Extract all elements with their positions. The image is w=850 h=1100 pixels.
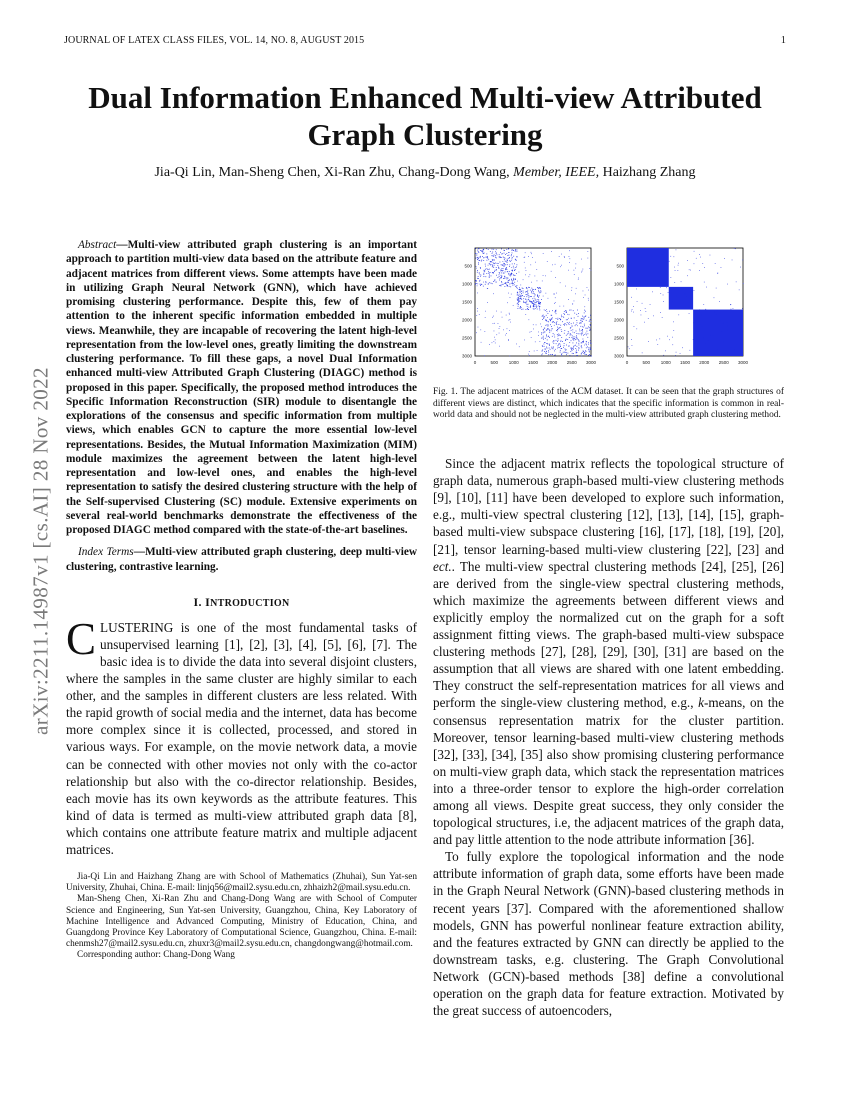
paper-title: Dual Information Enhanced Multi-view Attributed Graph Clustering <box>88 80 762 152</box>
right-column-body <box>433 455 784 1019</box>
x-tick-label: 2000 <box>699 360 710 365</box>
index-terms-label: Index Terms <box>78 546 134 559</box>
footnote-affiliation-2: Man-Sheng Chen, Xi-Ran Zhu and Chang-Dong Wang are with School of Computer Science and Engineering, Sun Yat-sen University, Guangzhou, China, Key Laboratory of Machine Intelligence and Advanced Computing, Ministry of Education, China, and Guangdong Province Key Laboratory of Computational Science, Guangzhou, China. E-mail: chenmsh27@mail2.sysu.edu.cn, zhuxr3@mail2.sysu.edu.cn, changdongwang@hotmail.com. <box>66 894 417 950</box>
para1-part-b: . The multi-view spectral clustering methods [24], [25], [26] are derived from the single-view spectral clustering methods, which maximize the agreements between different views and explicitly employ the normalized cut on the graph for a soft assignment fitting views. The graph-based multi-view subspace clustering methods [27], [28], [29], [30], [31] are based on the assumption that all views are shared with one latent embedding. They construct the self-representation matrices for all views and perform the single-view clustering method, e.g., <box>433 558 784 711</box>
x-tick-label: 3000 <box>737 360 749 365</box>
para1-k: k <box>698 695 705 711</box>
body-paragraph-2: To fully explore the topological information and the node attribute information of graph data, some efforts have been made in the Graph Neural Network (GNN)-based clustering methods in recent years [37]. Compared with the aforementioned shallow models, GNN has powerful nonlinear feature extraction ability, and the features extracted by GNN can directly be applied to the downstream tasks, e.g. clustering. The Graph Convolutional Network (GCN)-based methods [38] define a convolutional operation on the graph data for feature extraction. Motivated by the great success of autoencoders, <box>433 849 784 1019</box>
x-tick-label: 2000 <box>547 360 558 365</box>
para1-part-a: Since the adjacent matrix reflects the topological structure of graph data, numerous graph-based multi-view clustering methods [9], [10], [11] have been developed to explore such information, e.g., multi-view spectral clustering [12], [13], [14], [15], graph-based multi-view subspace clustering [16], [17], [18], [19], [20], [21], tensor learning-based multi-view clustering [22], [23] and <box>433 456 784 557</box>
adjacency-matrix-view-1 <box>455 242 595 368</box>
figure-1 <box>433 238 784 370</box>
x-tick-label: 2500 <box>718 360 729 365</box>
dropcap-word-rest: LUSTERING <box>100 619 174 635</box>
y-tick-label: 3000 <box>613 353 624 359</box>
body-paragraph-1 <box>433 455 784 848</box>
y-tick-label: 1500 <box>461 299 472 305</box>
y-tick-label: 1000 <box>461 281 472 287</box>
x-tick-label: 3000 <box>585 360 597 365</box>
footnote-affiliation-1: Jia-Qi Lin and Haizhang Zhang are with School of Mathematics (Zhuhai), Sun Yat-sen University, Zhuhai, China. E-mail: linjq56@mail2.sysu.edu.cn, zhhaizh2@mail.sysu.edu.cn. <box>66 872 417 894</box>
x-tick-label: 0 <box>473 360 477 365</box>
intro-paragraph <box>66 613 417 858</box>
arxiv-identifier <box>30 298 52 804</box>
y-tick-label: 1500 <box>613 299 624 305</box>
abstract-label: Abstract <box>78 239 117 251</box>
y-tick-label: 500 <box>616 263 624 269</box>
left-column <box>66 238 417 962</box>
y-tick-label: 2500 <box>461 335 472 341</box>
page-number: 1 <box>780 35 786 46</box>
y-tick-label: 500 <box>464 263 472 269</box>
adjacency-matrix-view-2-svg <box>607 242 747 368</box>
x-tick-label: 500 <box>642 360 651 365</box>
authors-part1: Jia-Qi Lin, Man-Sheng Chen, Xi-Ran Zhu, Chang-Dong Wang, <box>154 165 510 180</box>
abstract <box>66 238 417 537</box>
para1-part-c: -means, on the consensus representation matrix for the cluster partition. Moreover, tensor learning-based multi-view clustering methods [32], [33], [34], [35] also show promising clustering performance on multi-view graph data, which stack the representation matrices into a three-order tensor to explore the high-order correlation among all views. Despite great success, they only consider the topological structures, i.e, the adjacent matrices of the graph data, and pay little attention to the node attribute information [36]. <box>433 695 784 848</box>
section-heading-introduction <box>66 595 417 610</box>
arxiv-stamp-text: arXiv:2211.14987v1 [cs.AI] 28 Nov 2022 <box>28 367 53 735</box>
x-tick-label: 500 <box>490 360 499 365</box>
figure-1-caption: Fig. 1. The adjacent matrices of the ACM dataset. It can be seen that the graph structures of different views are distinct, which indicates that the specific information is common in real-world data and should not be neglected in the multi-view attributed graph clustering method. <box>433 387 784 421</box>
journal-header: JOURNAL OF LATEX CLASS FILES, VOL. 14, NO. 8, AUGUST 2015 <box>64 35 365 46</box>
dropcap-letter: C <box>66 613 97 664</box>
intro-text: is one of the most fundamental tasks of unsupervised learning [1], [2], [3], [4], [5], [6], [7]. The basic idea is to divide the data into several disjoint clusters, where the samples in the same cluster are highly similar to each other, and the samples in different clusters are less related. With the rapid growth of social media and the internet, data has become more complex since it is collected, processed, and stored in various ways. For example, on the movie network data, a movie can be connected with other movies not only with the co-actor relationship but also with the co-director relationship. Besides, each movie has its own keywords as the attribute features. This kind of data is termed as multi-view attributed graph data [8], which contains one attribute feature matrix and multiple adjacent matrices. <box>66 619 417 857</box>
x-tick-label: 1000 <box>660 360 671 365</box>
section-title-initial: I <box>205 594 211 609</box>
abstract-text: —Multi-view attributed graph clustering is an important approach to partition multi-view data based on the attribute feature and adjacent matrices from different views. Some attempts have been made in utilizing Graph Neural Network (GNN), which have achieved promising clustering performance. Despite this, few of them pay attention to the inherent specific information embedded in multiple views. Meanwhile, they are incapable of recovering the latent high-level representation from the low-level ones, greatly limiting the downstream clustering performance. To fill these gaps, a novel Dual Information enhanced multi-view Attributed Graph Clustering (DIAGC) method is proposed in this paper. Specifically, the proposed method introduces the Specific Information Reconstruction (SIR) module to disentangle the explorations of the consensus and specific information from multiple views, which enables GCN to capture the more essential low-level representations. Besides, the Mutual Information Maximization (MIM) module maximizes the agreement between the latent high-level representation and low-level ones, and enables the high-level representation to satisfy the desired clustering structure with the help of the Self-supervised Clustering (SC) module. Extensive experiments on several real-world benchmarks demonstrate the effectiveness of the proposed DIAGC method compared with the state-of-the-art baselines. <box>66 239 417 536</box>
author-list <box>64 165 786 181</box>
x-tick-label: 1500 <box>679 360 691 365</box>
running-header <box>64 35 786 49</box>
x-tick-label: 0 <box>625 360 629 365</box>
index-terms <box>66 545 417 574</box>
y-tick-label: 2500 <box>613 335 624 341</box>
index-terms-text: —Multi-view attributed graph clustering, deep multi-view clustering, contrastive learning. <box>66 546 418 573</box>
right-column <box>433 238 784 1019</box>
y-tick-label: 3000 <box>461 353 472 359</box>
adjacency-matrix-view-1-svg <box>455 242 595 368</box>
authors-part2: Haizhang Zhang <box>602 165 696 180</box>
x-tick-label: 1000 <box>508 360 519 365</box>
adjacency-matrix-view-2 <box>607 242 747 368</box>
y-tick-label: 2000 <box>613 317 624 323</box>
footnote-corresponding-author: Corresponding author: Chang-Dong Wang <box>77 950 235 961</box>
authors-member: Member, IEEE, <box>513 165 600 180</box>
x-tick-label: 1500 <box>527 360 539 365</box>
para1-ect: ect. <box>433 558 452 574</box>
y-tick-label: 1000 <box>613 281 624 287</box>
section-title-rest: NTRODUCTION <box>210 597 290 609</box>
section-number: I. <box>193 594 202 609</box>
footnotes <box>66 872 417 962</box>
y-tick-label: 2000 <box>461 317 472 323</box>
x-tick-label: 2500 <box>566 360 577 365</box>
